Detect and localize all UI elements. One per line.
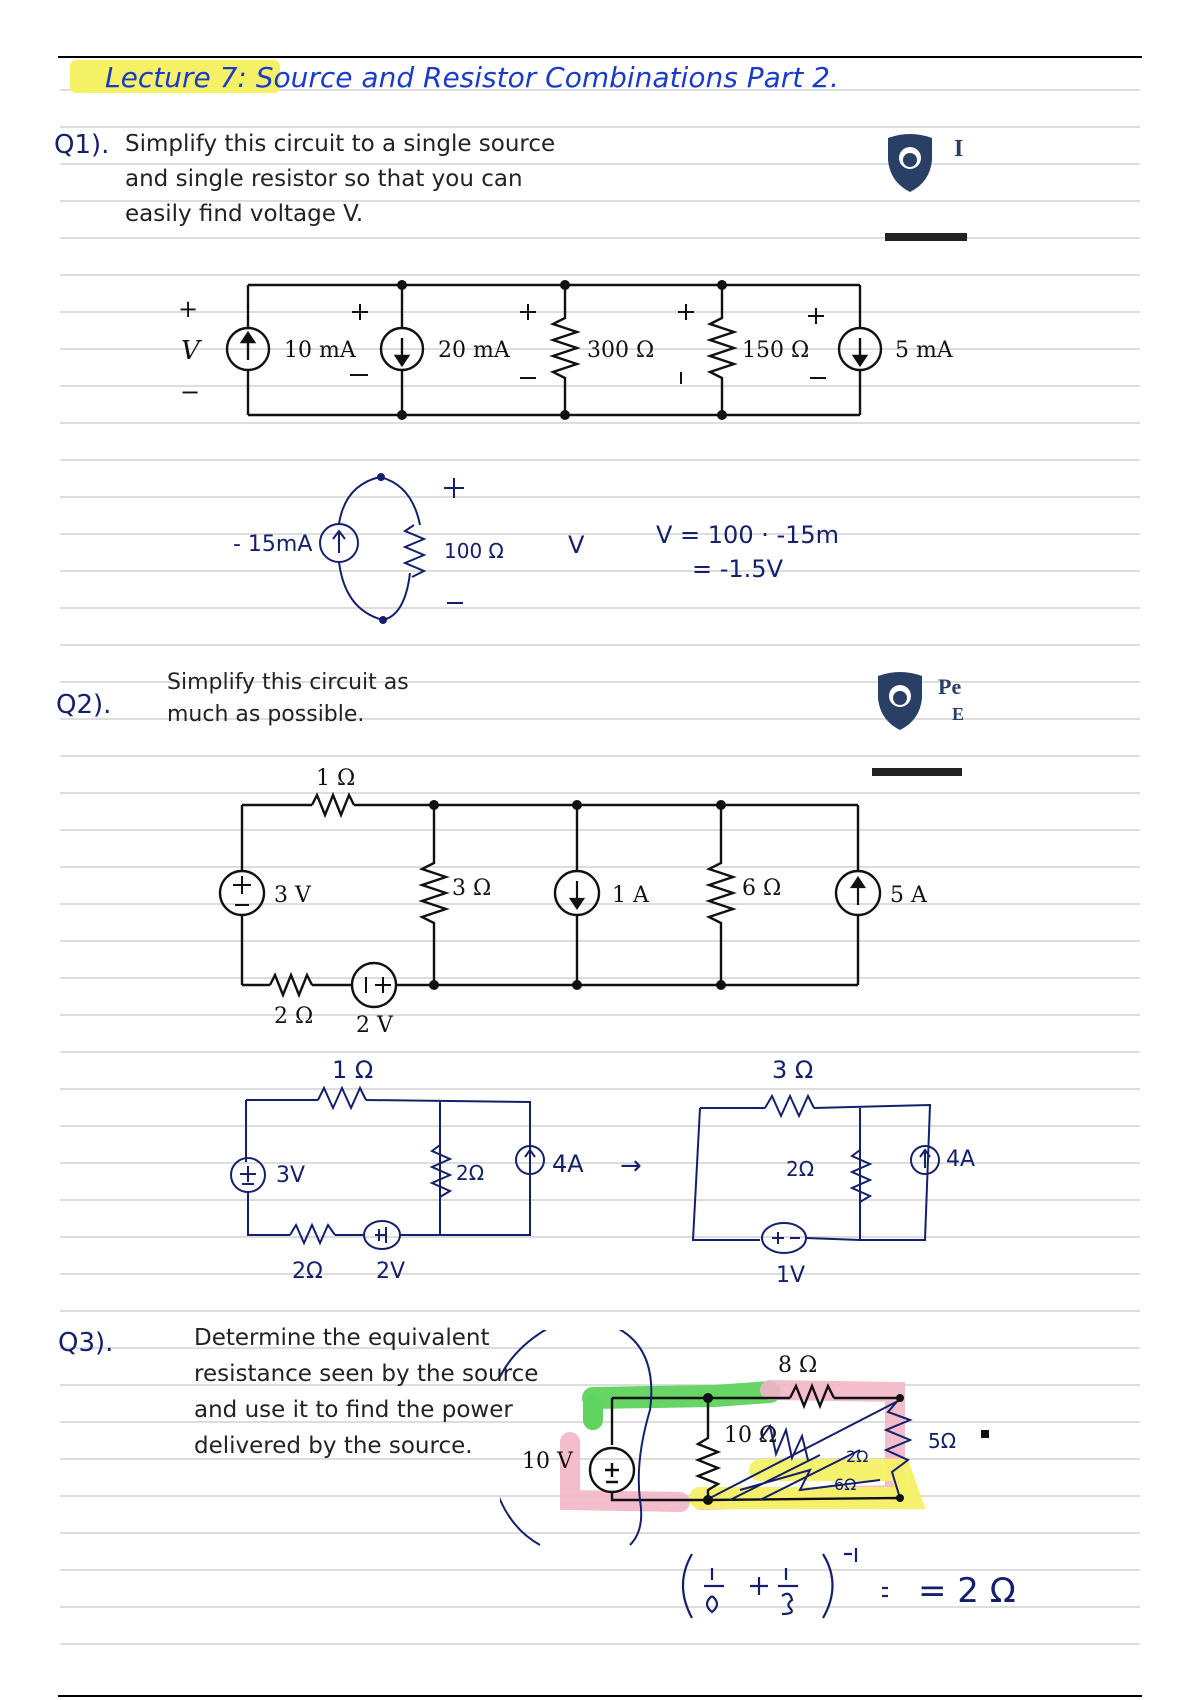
logo-bar [885,233,967,241]
source-5ma-label: 5 mA [895,338,953,363]
title-text: Lecture 7: Source and Resistor Combinations Part 2. [105,61,839,94]
r-8ohm-label: 8 Ω [778,1353,818,1378]
source-20ma-label: 20 mA [438,338,510,363]
is-1a-label: 1 A [612,883,649,908]
r-top-label: 1 Ω [316,766,356,791]
resistor-150 [710,285,734,415]
r-3ohm-label: 3 Ω [452,876,492,901]
resistor-1ohm [312,795,354,815]
work-parallel-formula [683,1548,888,1618]
resistor-6ohm [709,805,733,985]
work-r-par-label: 2Ω [456,1161,485,1185]
q1-label: Q1). [54,130,110,160]
work-blue-loop [595,1330,651,1545]
work-r-top2-label: 3 Ω [772,1056,814,1084]
vs-10v-label: 10 V [522,1449,573,1474]
work-node-label: V [568,531,585,559]
work-eq1: V = 100 · -15m [656,521,840,549]
work-r-par2-label: 2Ω [786,1157,815,1181]
q1-shield-logo [880,130,980,250]
resistor-300 [553,285,577,415]
q3-prompt: Determine the equivalent resistance seen by the source and use it to find the power delivered by the source. [194,1325,539,1459]
work-r5-label: 5Ω [928,1429,957,1453]
work-r-3ohm [765,1096,814,1116]
v-minus: − [180,378,201,406]
q1-circuit [0,260,1000,430]
work-resistor [405,525,424,577]
work-top-wire [339,477,420,525]
q1-logo-letter: I [954,136,964,162]
work-arrow: → [620,1151,642,1181]
work-r6-label: 6Ω [834,1475,857,1494]
work-is-label: 4A [552,1150,584,1178]
q2-prompt: Simplify this circuit as much as possible. [167,670,409,727]
q1-prompt: Simplify this circuit to a single source and single resistor so that you can easily find voltage V. [125,131,556,227]
is-5a-label: 5 A [890,883,927,908]
v-plus: + [178,295,199,323]
work-r-top-label: 1 Ω [332,1056,374,1084]
resistor-150-label: 150 Ω [742,338,810,363]
q1-work [0,465,1000,640]
work-is2-label: 4A [946,1147,976,1172]
resistor-300-label: 300 Ω [587,338,655,363]
work-vs2-label: 2V [376,1259,406,1284]
vs-2v-label: 2 V [356,1013,393,1035]
source-10ma-label: 10 mA [284,338,356,363]
work-bottom-wire [339,562,410,620]
work-eq2: = -1.5V [692,555,783,583]
work-resistor-label: 100 Ω [444,539,504,563]
work-r-bot-label: 2Ω [292,1259,323,1284]
v-label: V [181,336,200,366]
resistor-10ohm [698,1398,718,1500]
lecture-title [0,0,1200,120]
work-source-label: - 15mA [233,532,313,557]
r-2ohm-label: 2 Ω [274,1004,314,1029]
q3-label: Q3). [58,1328,114,1358]
work-vs3-label: 1V [776,1263,806,1288]
q3-work [650,1540,1050,1640]
q2-logo-sub: E [952,704,965,724]
work-r-1ohm [318,1088,366,1108]
r-10ohm-label: 10 Ω [724,1423,778,1448]
work-vs-label: 3V [276,1163,306,1188]
q2-circuit [0,755,1000,1035]
vs-3v-label: 3 V [274,883,311,908]
work-result: = 2 Ω [918,1571,1016,1611]
r-6ohm-label: 6 Ω [742,876,782,901]
resistor-3ohm [422,805,446,985]
work-r2-label: 2Ω [846,1447,869,1466]
q2-work [0,1050,1000,1290]
yellow-highlight [700,1470,910,1498]
q2-label: Q2). [56,690,112,720]
q2-logo-text: Pe [938,674,962,699]
resistor-2ohm [270,975,312,995]
